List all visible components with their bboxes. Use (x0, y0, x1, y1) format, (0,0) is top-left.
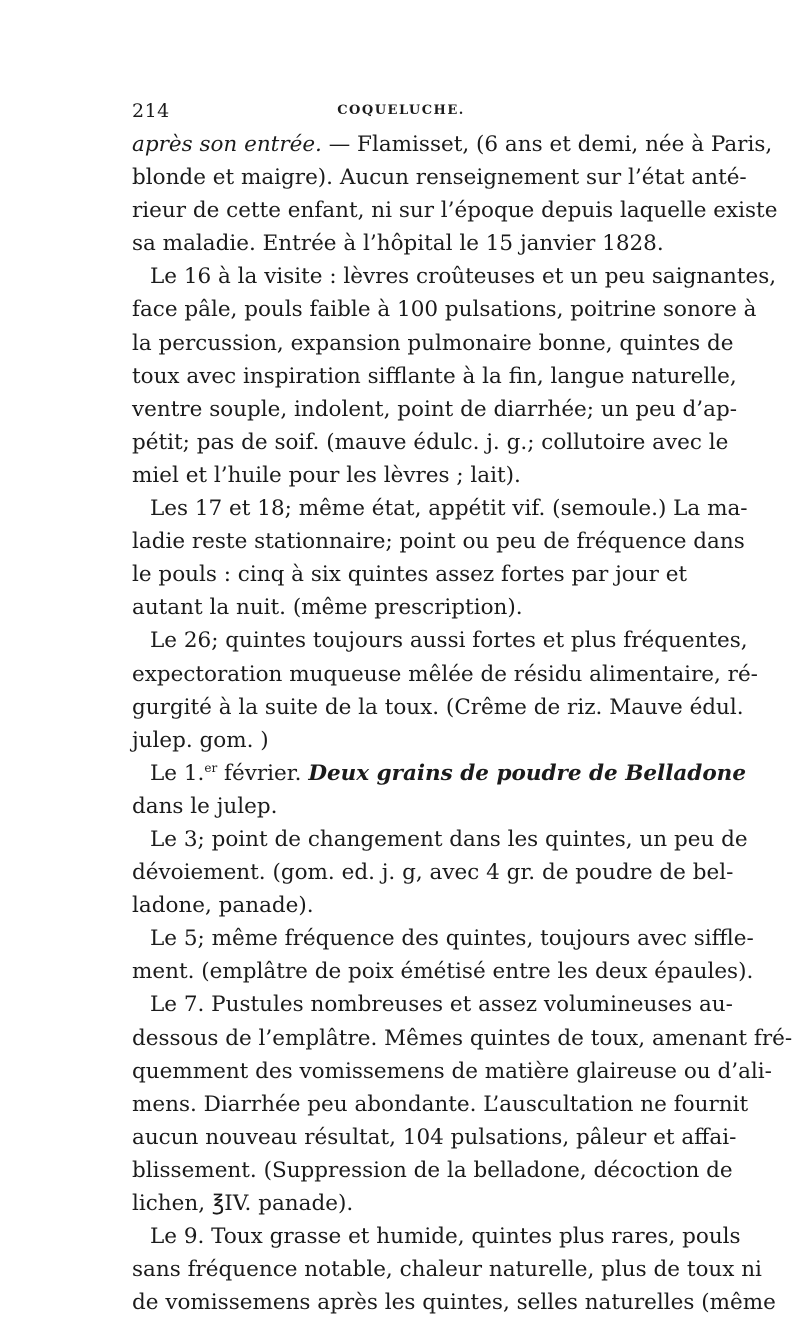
text-line (132, 691, 744, 724)
text-span: la percussion, expansion pulmonaire bonne, quintes de (132, 330, 734, 356)
text-span: ladone, panade). (132, 893, 314, 919)
text-span: julep. gom. ) (132, 727, 269, 753)
text-span: Le 16 à la visite : lèvres croûteuses et un peu saignantes, (150, 264, 777, 290)
text-span: Les 17 et 18; même état, appétit vif. (semoule.) La ma- (150, 496, 748, 522)
text-line (132, 1187, 668, 1220)
text-span: dans le julep. (132, 793, 278, 819)
text-span: sans fréquence notable, chaleur naturelle, plus de toux ni (132, 1257, 762, 1283)
text-line (132, 360, 737, 393)
text-line (132, 922, 754, 955)
text-span: gurgité à la suite de la toux. (Crême de riz. Mauve édul. (132, 694, 744, 720)
text-line (132, 1088, 749, 1121)
text-line (132, 1154, 733, 1187)
text-span: toux avec inspiration sifflante à la fin, langue naturelle, (132, 363, 737, 389)
text-span: dévoiement. (gom. ed. j. g, avec 4 gr. de poudre de bel- (132, 860, 734, 886)
running-head: COQUELUCHE. (337, 103, 465, 118)
text-line (132, 492, 748, 525)
text-line (132, 558, 688, 591)
text-line (132, 889, 668, 922)
text-line (132, 658, 758, 691)
text-span: lichen, ℥IV. panade). (132, 1191, 354, 1216)
page-number: 214 (132, 100, 170, 122)
text-line (132, 1253, 762, 1286)
text-span: après son entrée. (132, 132, 322, 157)
text-span: Le 1. (150, 760, 205, 786)
text-span: expectoration muqueuse mêlée de résidu alimentaire, ré- (132, 661, 758, 687)
text-span: dessous de l’emplâtre. Mêmes quintes de toux, amenant fré- (132, 1025, 793, 1051)
text-line (132, 856, 734, 889)
text-span: ment. (emplâtre de poix émétisé entre les deux épaules). (132, 959, 754, 985)
text-span: sa maladie. Entrée à l’hôpital le 15 janvier 1828. (132, 231, 664, 257)
text-span: Le 7. Pustules nombreuses et assez volumineuses au- (150, 992, 733, 1018)
text-span: aucun nouveau résultat, 104 pulsations, pâleur et affai- (132, 1124, 737, 1150)
text-line (132, 1055, 772, 1088)
text-span: miel et l’huile pour les lèvres ; lait). (132, 462, 521, 488)
text-line (132, 757, 746, 790)
text-line (132, 260, 777, 293)
text-span: ventre souple, indolent, point de diarrhée; un peu d’ap- (132, 396, 737, 422)
text-line (132, 525, 745, 558)
text-line (132, 988, 733, 1021)
text-line (132, 591, 668, 624)
text-span: face pâle, pouls faible à 100 pulsations, poitrine sonore à (132, 297, 757, 323)
text-span: Le 3; point de changement dans les quintes, un peu de (150, 826, 748, 852)
text-line (132, 161, 747, 194)
text-span: pétit; pas de soif. (mauve édulc. j. g.; collutoire avec le (132, 429, 729, 455)
text-span: Deux grains de poudre de Belladone (308, 760, 746, 786)
text-span: Le 26; quintes toujours aussi fortes et plus fréquentes, (150, 628, 748, 654)
text-span: mens. Diarrhée peu abondante. L’auscultation ne fournit (132, 1091, 749, 1117)
text-line (132, 1220, 741, 1253)
text-line (132, 790, 668, 823)
text-line (132, 624, 748, 657)
text-span: Le 9. Toux grasse et humide, quintes plus rares, pouls (150, 1224, 741, 1250)
superscript: er (204, 760, 218, 775)
text-span: — Flamisset, (6 ans et demi, née à Paris, (321, 132, 773, 157)
text-span: blissement. (Suppression de la belladone, décoction de (132, 1157, 733, 1183)
text-line (132, 393, 737, 426)
text-line (132, 1121, 737, 1154)
text-line (132, 1286, 776, 1319)
body-text (132, 128, 793, 1319)
text-line (132, 128, 773, 161)
text-line (132, 823, 748, 856)
text-span: Le 5; même fréquence des quintes, toujours avec siffle- (150, 926, 754, 952)
text-line (132, 459, 668, 492)
text-line (132, 1022, 793, 1055)
text-line (132, 426, 729, 459)
text-line (132, 327, 734, 360)
text-span: quemment des vomissemens de matière glaireuse ou d’ali- (132, 1058, 772, 1084)
text-span: blonde et maigre). Aucun renseignement sur l’état anté- (132, 165, 747, 191)
text-line (132, 724, 668, 757)
page-header (132, 100, 670, 122)
text-line (132, 227, 668, 260)
text-span: de vomissemens après les quintes, selles naturelles (même (132, 1290, 776, 1316)
text-line (132, 194, 778, 227)
text-span: février. (217, 760, 309, 786)
text-line (132, 293, 757, 326)
text-span: rieur de cette enfant, ni sur l’époque depuis laquelle existe (132, 198, 778, 224)
text-line (132, 955, 754, 988)
text-span: autant la nuit. (même prescription). (132, 595, 523, 621)
text-span: ladie reste stationnaire; point ou peu de fréquence dans (132, 529, 745, 555)
text-span: le pouls : cinq à six quintes assez fortes par jour et (132, 562, 688, 588)
